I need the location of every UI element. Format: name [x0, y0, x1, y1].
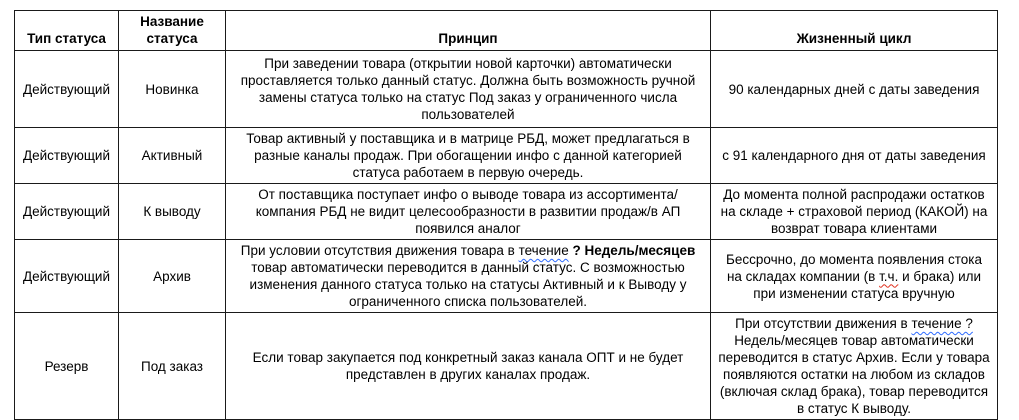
text-segment: и брака) или при изменении статуса вручную	[753, 268, 982, 301]
cell-lifecycle	[711, 313, 998, 420]
header-status-type: Тип статуса	[15, 11, 119, 51]
status-table-body	[15, 51, 998, 420]
text-segment: течение ?	[911, 316, 973, 331]
cell-lifecycle	[711, 240, 998, 313]
cell-lifecycle	[711, 184, 998, 240]
text-segment: От поставщика поступает инфо о выводе товара из ассортимента/компания РБД не видит целесообразности в развитии продаж/в АП появился аналог	[255, 187, 681, 236]
cell-type: Действующий	[15, 51, 119, 128]
cell-type: Резерв	[15, 313, 119, 420]
cell-lifecycle	[711, 128, 998, 184]
text-segment: товар автоматически переводится в данный статус. С возможностью изменения данного статуса только на статусы Активный и к Выводу у ограниченного списка пользователей.	[249, 260, 687, 309]
cell-principle	[226, 184, 711, 240]
status-table	[14, 10, 998, 420]
text-segment: При условии отсутствия движения товара в	[240, 243, 519, 258]
header-status-name: Название статуса	[119, 11, 226, 51]
text-segment: с 91 календарного дня от даты заведения	[722, 148, 986, 163]
cell-name: Архив	[119, 240, 226, 313]
table-row	[15, 128, 998, 184]
cell-principle	[226, 240, 711, 313]
text-segment: 90 календарных дней с даты заведения	[728, 81, 980, 97]
header-principle: Принцип	[226, 11, 711, 51]
cell-name: Новинка	[119, 51, 226, 128]
cell-principle	[226, 128, 711, 184]
cell-principle	[226, 51, 711, 128]
text-segment: ? Недель/месяцев	[572, 243, 696, 258]
text-segment: Если товар закупается под конкретный заказ канала ОПТ и не будет представлен в других каналах продаж.	[252, 350, 684, 382]
cell-type: Действующий	[15, 184, 119, 240]
text-segment: Товар активный у поставщика и в матрице РБД, может предлагаться в разные каналы продаж. При обогащении инфо с данной категорией статуса работаем в первую очередь.	[246, 131, 690, 180]
cell-type: Действующий	[15, 240, 119, 313]
header-row	[15, 11, 998, 51]
text-segment: Бессрочно, до момента появления стока на складах компании (в	[726, 251, 982, 284]
cell-lifecycle	[711, 51, 998, 128]
table-row	[15, 184, 998, 240]
text-segment: Недель/месяцев товар автоматически переводится в статус Архив. Если у товара появляются остатки на любом из складов (включая склад брака), товар переводится в статус К выводу.	[718, 333, 990, 416]
cell-name: Под заказ	[119, 313, 226, 420]
cell-type: Действующий	[15, 128, 119, 184]
text-segment: При заведении товара (открытии новой карточки) автоматически проставляется только данный статус. Должна быть возможность ручной замены статуса только на статус Под заказ у ограниченного числа пользователей	[240, 56, 696, 122]
cell-name: Активный	[119, 128, 226, 184]
text-segment: течение	[518, 243, 569, 258]
table-row	[15, 313, 998, 420]
text-segment: т.ч.	[879, 268, 899, 284]
status-table-header	[15, 11, 998, 51]
table-row	[15, 240, 998, 313]
text-segment: До момента полной распродажи остатков на складе + страховой период (КАКОЙ) на возврат товара клиентами	[720, 187, 988, 236]
text-segment: При отсутствии движения в	[735, 316, 912, 331]
cell-principle	[226, 313, 711, 420]
table-row	[15, 51, 998, 128]
header-lifecycle: Жизненный цикл	[711, 11, 998, 51]
cell-name: К выводу	[119, 184, 226, 240]
